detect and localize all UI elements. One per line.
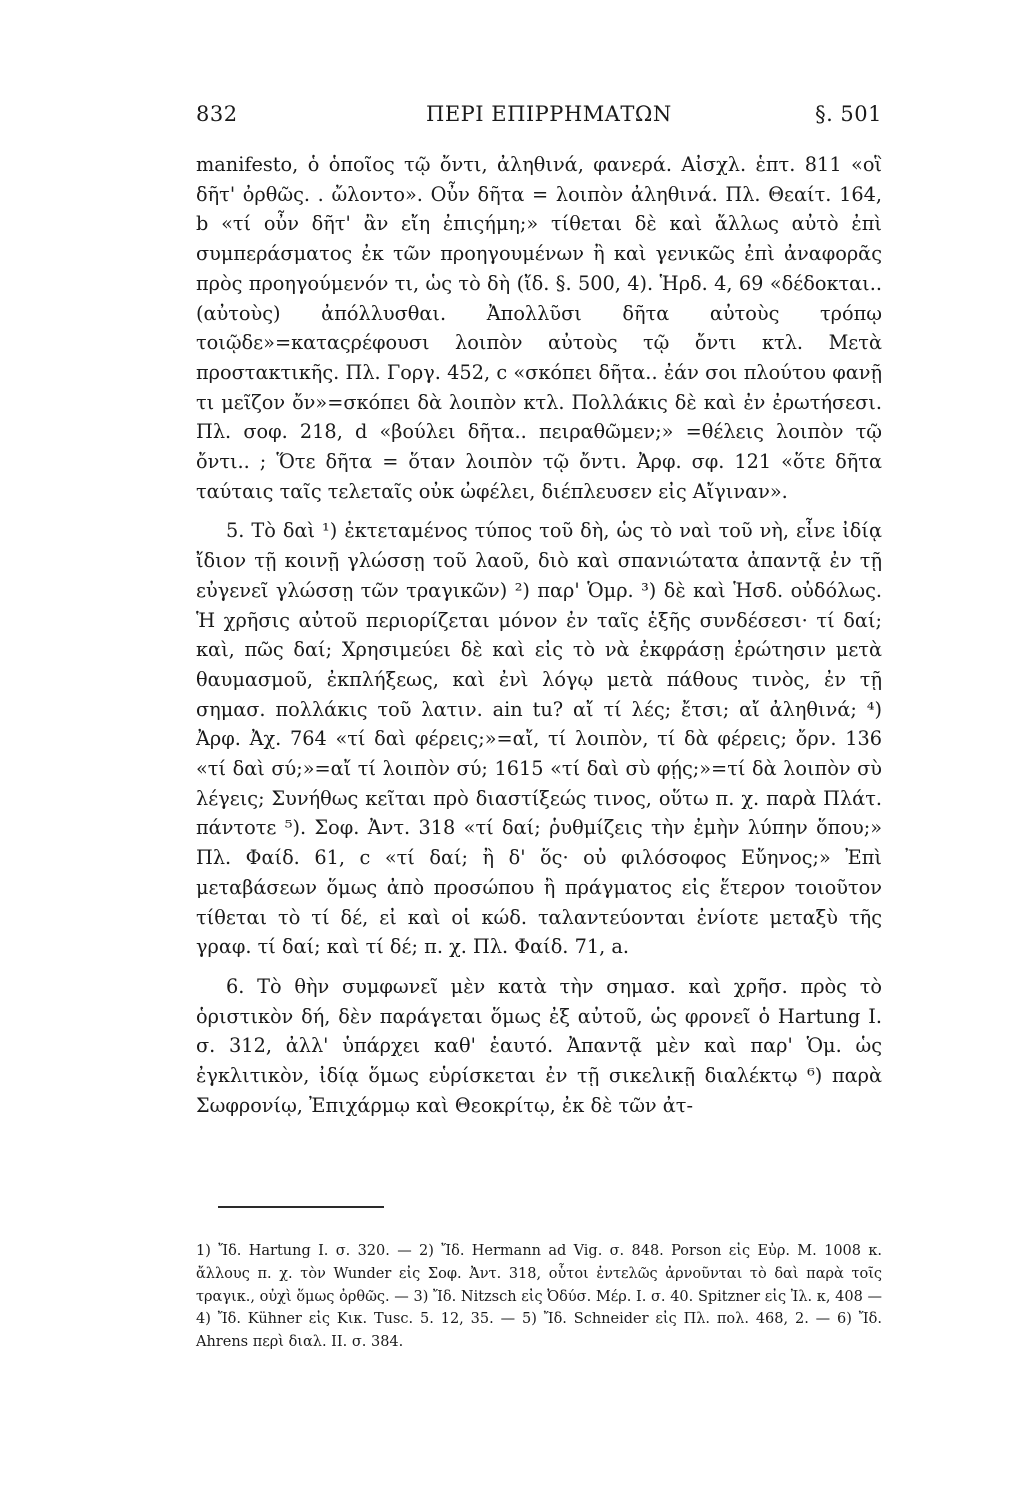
page-number: 832 xyxy=(196,102,238,126)
paragraph-6: 6. Τὸ θὴν συμφωνεῖ μὲν κατὰ τὴν σημασ. καὶ χρῆσ. πρὸς τὸ ὁριστικὸν δή, δὲν παράγεται ὅμως ἐξ αὐτοῦ, ὡς φρονεῖ ὁ Hartung I. σ. 312, ἀλλ' ὑπάρχει καθ' ἑαυτό. Ἀπαντᾷ μὲν καὶ παρ' Ὁμ. ὡς ἐγκλιτικὸν, ἰδίᾳ ὅμως εὑρίσκεται ἐν τῇ σικελικῇ διαλέκτῳ ⁶) παρὰ Σωφρονίῳ, Ἐπιχάρμῳ καὶ Θεοκρίτῳ, ἐκ δὲ τῶν ἀτ- xyxy=(196,974,882,1117)
section-number: §. 501 xyxy=(815,102,882,126)
paragraph-continuation: manifesto, ὁ ὁποῖος τῷ ὄντι, ἀληθινά, φανερά. Αἰσχλ. ἑπτ. 811 «οἳ δῆτ' ὀρθῶς. . ὤλοντο». Οὖν δῆτα = λοιπὸν ἀληθινά. Πλ. Θεαίτ. 164, b «τί οὖν δῆτ' ἂν εἴη ἐπιςήμη;» τίθεται δὲ καὶ ἄλλως αὐτὸ ἐπὶ συμπεράσματος ἐκ τῶν προηγουμένων ἢ καὶ γενικῶς ἐπὶ ἀναφορᾶς πρὸς προηγούμενόν τι, ὡς τὸ δὴ (ἴδ. §. 500, 4). Ἡρδ. 4, 69 «δέδοκται.. (αὐτοὺς) ἀπόλλυσθαι. Ἀπολλῦσι δῆτα αὐτοὺς τρόπῳ τοιῷδε»=καταςρέφουσι λοιπὸν αὐτοὺς τῷ ὄντι κτλ. Μετὰ προστακτικῆς. Πλ. Γοργ. 452, c «σκόπει δῆτα.. ἐάν σοι πλούτου φανῇ τι μεῖζον ὄν»=σκόπει δὰ λοιπὸν κτλ. Πολλάκις δὲ καὶ ἐν ἐρωτήσεσι. Πλ. σοφ. 218, d «βούλει δῆτα.. πειραθῶμεν;» =θέλεις λοιπὸν τῷ ὄντι.. ; Ὅτε δῆτα = ὅταν λοιπὸν τῷ ὄντι. Ἀρφ. σφ. 121 «ὅτε δῆτα ταύταις ταῖς τελεταῖς οὐκ ὠφέλει, διέπλευσεν εἰς Αἴγιναν». xyxy=(196,153,882,503)
footnote-text: 1) Ἴδ. Hartung I. σ. 320. — 2) Ἴδ. Hermann ad Vig. σ. 848. Porson εἰς Εὐρ. Μ. 1008 κ. ἄλλους π. χ. τὸν Wunder εἰς Σοφ. Ἀντ. 318, οὗτοι ἐντελῶς ἀρνοῦνται τὸ δαὶ παρὰ τοῖς τραγικ., οὐχὶ ὅμως ὀρθῶς. — 3) Ἴδ. Nitzsch εἰς Ὀδύσ. Μέρ. I. σ. 40. Spitzner εἰς Ἰλ. κ, 408 — 4) Ἴδ. Kühner εἰς Κικ. Tusc. 5. 12, 35. — 5) Ἴδ. Schneider εἰς Πλ. πολ. 468, 2. — 6) Ἴδ. Ahrens περὶ διαλ. II. σ. 384. xyxy=(196,1243,882,1351)
running-title: ΠΕΡΙ ΕΠΙΡΡΗΜΑΤΩΝ xyxy=(426,102,672,126)
footnotes xyxy=(196,1240,882,1354)
paragraph-5: 5. Τὸ δαὶ ¹) ἐκτεταμένος τύπος τοῦ δὴ, ὡς τὸ ναὶ τοῦ νὴ, εἶνε ἰδίᾳ ἴδιον τῇ κοινῇ γλώσσῃ τοῦ λαοῦ, διὸ καὶ σπανιώτατα ἀπαντᾷ ἐν τῇ εὐγενεῖ γλώσσῃ τῶν τραγικῶν) ²) παρ' Ὁμρ. ³) δὲ καὶ Ἡσδ. οὐδόλως. Ἡ χρῆσις αὐτοῦ περιορίζεται μόνον ἐν ταῖς ἑξῆς συνδέσεσι· τί δαί; καὶ, πῶς δαί; Χρησιμεύει δὲ καὶ εἰς τὸ νὰ ἐκφράσῃ ἐρώτησιν μετὰ θαυμασμοῦ, ἐκπλήξεως, καὶ ἐνὶ λόγῳ μετὰ πάθους τινὸς, ἐν τῇ σημασ. πολλάκις τοῦ λατιν. ain tu? αἴ τί λές; ἔτσι; αἴ ἀληθινά; ⁴) Ἀρφ. Ἀχ. 764 «τί δαὶ φέρεις;»=αἴ, τί λοιπὸν, τί δὰ φέρεις; ὄρν. 136 «τί δαὶ σύ;»=αἴ τί λοιπὸν σύ; 1615 «τί δαὶ σὺ φῄς;»=τί δὰ λοιπὸν σὺ λέγεις; Συνήθως κεῖται πρὸ διαστίξεώς τινος, οὕτω π. χ. παρὰ Πλάτ. πάντοτε ⁵). Σοφ. Ἀντ. 318 «τί δαί; ῥυθμίζεις τὴν ἐμὴν λύπην ὅπου;» Πλ. Φαίδ. 61, c «τί δαί; ἢ δ' ὅς· οὐ φιλόσοφος Εὔηνος;» Ἐπὶ μεταβάσεων ὅμως ἀπὸ προσώπου ἢ πράγματος εἰς ἕτερον τοιοῦτον τίθεται τὸ τί δέ, εἰ καὶ οἱ κώδ. ταλαντεύονται ἐνίοτε μεταξὺ τῆς γραφ. τί δαί; καὶ τί δέ; π. χ. Πλ. Φαίδ. 71, a. xyxy=(196,519,882,959)
main-text xyxy=(196,150,882,1121)
running-header xyxy=(196,102,882,138)
footnote-rule xyxy=(218,1206,384,1208)
